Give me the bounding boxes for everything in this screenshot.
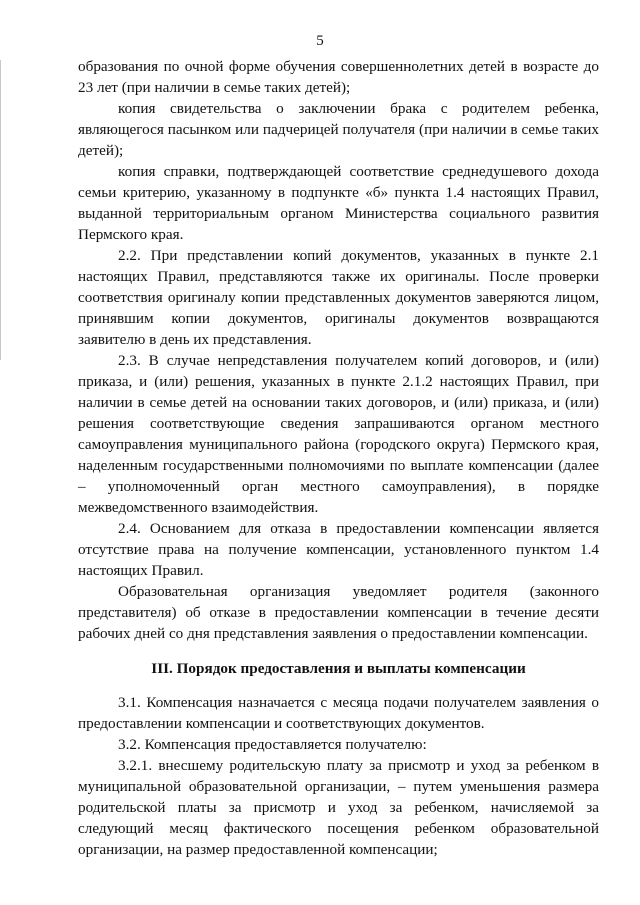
paragraph: 2.4. Основанием для отказа в предоставлении компенсации является отсутствие права на получение компенсации, установленного пунктом 1.4 настоящих Правил. (78, 520, 599, 579)
document-body (78, 56, 599, 860)
paragraph: копия свидетельства о заключении брака с родителем ребенка, являющегося пасынком или падчерицей получателя (при наличии в семье таких детей); (78, 100, 599, 159)
paragraph: 3.2.1. внесшему родительскую плату за присмотр и уход за ребенком в муниципальной образовательной организации, – путем уменьшения размера родительской платы за присмотр и уход за ребенком, начисляемой за следующий месяц фактического посещения ребенком образовательной организации, на размер предоставленной компенсации; (78, 757, 599, 858)
paragraph: копия справки, подтверждающей соответствие среднедушевого дохода семьи критерию, указанному в подпункте «б» пункта 1.4 настоящих Правил, выданной территориальным органом Министерства социального развития Пермского края. (78, 163, 599, 243)
paragraph: Образовательная организация уведомляет родителя (законного представителя) об отказе в предоставлении компенсации в течение десяти рабочих дней со дня представления заявления о предоставлении компенсации. (78, 583, 599, 642)
paragraph: 2.3. В случае непредставления получателем копий договоров, и (или) приказа, и (или) решения, указанных в пункте 2.1.2 настоящих Правил, при наличии в семье детей на основании таких договоров, и (или) приказа, и (или) решения соответствующие сведения запрашиваются органом местного самоуправления муниципального района (городского округа) Пермского края, наделенным государственными полномочиями по выплате компенсации (далее – уполномоченный орган местного самоуправления), в порядке межведомственного взаимодействия. (78, 352, 599, 516)
paragraph: 3.2. Компенсация предоставляется получателю: (118, 736, 427, 753)
paragraph: 2.2. При представлении копий документов, указанных в пункте 2.1 настоящих Правил, представляются также их оригиналы. После проверки соответствия оригиналу копии представленных документов заверяются лицом, принявшим копии документов, оригиналы документов возвращаются заявителю в день их представления. (78, 247, 599, 348)
paragraph: образования по очной форме обучения совершеннолетних детей в возрасте до 23 лет (при наличии в семье таких детей); (78, 58, 599, 96)
section-heading: III. Порядок предоставления и выплаты компенсации (151, 660, 526, 677)
paragraph: 3.1. Компенсация назначается с месяца подачи получателем заявления о предоставлении компенсации и соответствующих документов. (78, 694, 599, 732)
scan-edge-line (0, 60, 1, 360)
page-number: 5 (316, 33, 324, 49)
